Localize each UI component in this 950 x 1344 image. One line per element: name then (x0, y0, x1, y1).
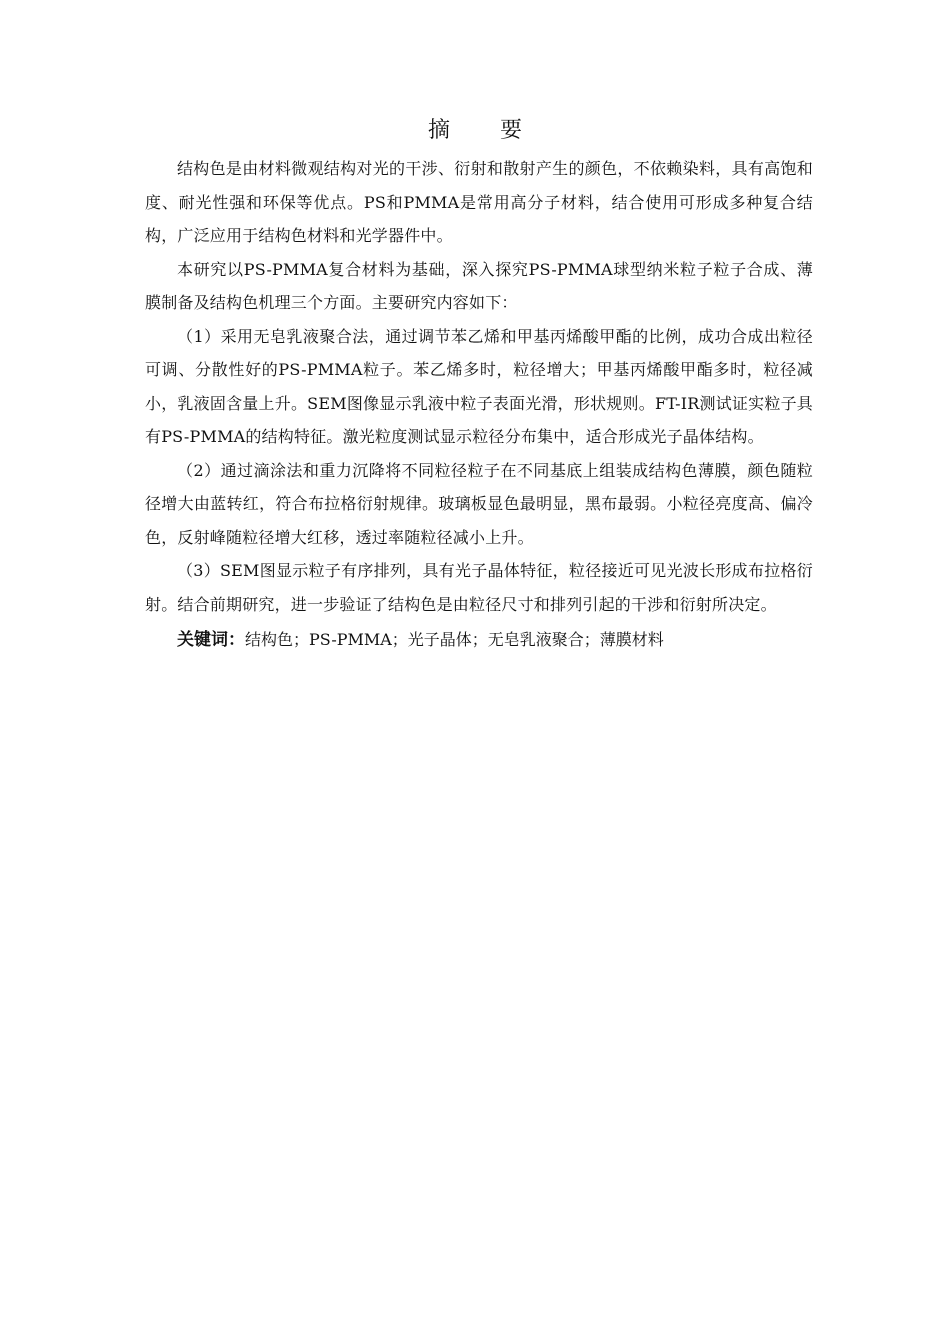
abstract-paragraph-point-3: （3）SEM图显示粒子有序排列，具有光子晶体特征，粒径接近可见光波长形成布拉格衍射。结合前期研究，进一步验证了结构色是由粒径尺寸和排列引起的干涉和衍射所决定。 (145, 561, 813, 614)
abstract-paragraph-point-1: （1）采用无皂乳液聚合法，通过调节苯乙烯和甲基丙烯酸甲酯的比例，成功合成出粒径可调、分散性好的PS-PMMA粒子。苯乙烯多时，粒径增大；甲基丙烯酸甲酯多时，粒径减小，乳液固含量上升。SEM图像显示乳液中粒子表面光滑，形状规则。FT-IR测试证实粒子具有PS-PMMA的结构特征。激光粒度测试显示粒径分布集中，适合形成光子晶体结构。 (145, 326, 813, 446)
abstract-paragraph-intro: 结构色是由材料微观结构对光的干涉、衍射和散射产生的颜色，不依赖染料，具有高饱和度、耐光性强和环保等优点。PS和PMMA是常用高分子材料，结合使用可形成多种复合结构，广泛应用于结构色材料和光学器件中。 (145, 159, 813, 245)
abstract-paragraph-scope: 本研究以PS-PMMA复合材料为基础，深入探究PS-PMMA球型纳米粒子粒子合成、薄膜制备及结构色机理三个方面。主要研究内容如下： (145, 259, 813, 312)
abstract-paragraph-point-2: （2）通过滴涂法和重力沉降将不同粒径粒子在不同基底上组装成结构色薄膜，颜色随粒径增大由蓝转红，符合布拉格衍射规律。玻璃板显色最明显，黑布最弱。小粒径亮度高、偏冷色，反射峰随粒径增大红移，透过率随粒径减小上升。 (145, 460, 813, 547)
keywords-text: 结构色；PS-PMMA；光子晶体；无皂乳液聚合；薄膜材料 (245, 630, 664, 649)
abstract-title: 摘 要 (427, 118, 536, 143)
abstract-body (145, 152, 813, 658)
keywords-line (145, 623, 813, 658)
keywords-label: 关键词： (177, 630, 245, 650)
